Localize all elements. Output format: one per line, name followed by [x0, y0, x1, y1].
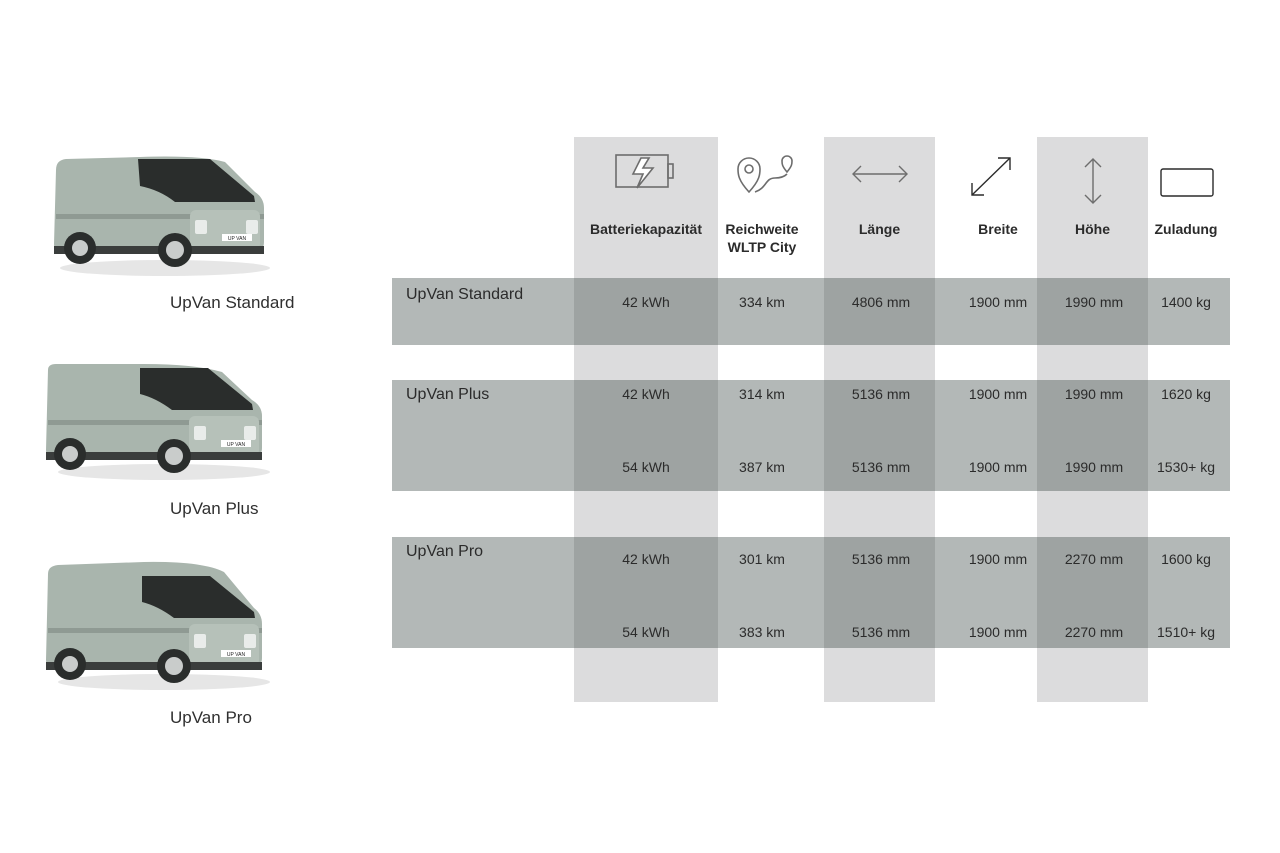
row-name-plus: UpVan Plus: [406, 386, 490, 403]
cell-battery: 54 kWh: [622, 459, 670, 475]
cell-length: 5136 mm: [851, 386, 911, 402]
row-name-pro: UpVan Pro: [406, 543, 484, 560]
cell-height: 2270 mm: [1064, 551, 1124, 567]
cell-payload: 1620 kg: [1161, 386, 1211, 402]
cell-length: 4806 mm: [851, 294, 911, 310]
cell-payload: 1510+ kg: [1157, 624, 1215, 640]
cell-range: 383 km: [739, 624, 785, 640]
cell-payload: 1530+ kg: [1157, 459, 1215, 475]
cell-range: 314 km: [739, 386, 785, 402]
cell-height: 2270 mm: [1064, 624, 1124, 640]
header-height: Höhe: [1075, 221, 1110, 237]
header-range: [718, 220, 806, 256]
van-badge: UP VAN: [227, 236, 247, 242]
cell-width: 1900 mm: [968, 386, 1028, 402]
cell-payload: 1400 kg: [1161, 294, 1211, 310]
van-image-plus: [44, 358, 272, 483]
van-label-plus: UpVan Plus: [170, 499, 259, 518]
van-label-pro: UpVan Pro: [170, 708, 252, 727]
band-intersection: [574, 278, 718, 345]
cell-length: 5136 mm: [851, 551, 911, 567]
header-battery: Batteriekapazität: [589, 221, 703, 237]
van-image-standard: [50, 150, 275, 280]
header-width: Breite: [978, 221, 1018, 237]
band-intersection: [824, 278, 935, 345]
header-length: Länge: [858, 221, 901, 237]
row-name-standard: UpVan Standard: [406, 286, 524, 303]
van-badge: UP VAN: [226, 442, 246, 448]
cell-battery: 42 kWh: [622, 551, 670, 567]
cell-length: 5136 mm: [851, 459, 911, 475]
cell-height: 1990 mm: [1064, 386, 1124, 402]
cell-length: 5136 mm: [851, 624, 911, 640]
cell-battery: 42 kWh: [622, 294, 670, 310]
cell-width: 1900 mm: [968, 551, 1028, 567]
cell-width: 1900 mm: [968, 459, 1028, 475]
battery-icon: [613, 152, 675, 192]
cell-battery: 42 kWh: [622, 386, 670, 402]
cell-width: 1900 mm: [968, 294, 1028, 310]
vertical-arrow-icon: [1082, 156, 1104, 206]
cell-height: 1990 mm: [1064, 294, 1124, 310]
cell-battery: 54 kWh: [622, 624, 670, 640]
cell-height: 1990 mm: [1064, 459, 1124, 475]
cell-payload: 1600 kg: [1161, 551, 1211, 567]
van-badge: UP VAN: [226, 652, 246, 658]
diagonal-arrow-icon: [968, 155, 1014, 199]
horizontal-arrow-icon: [850, 163, 910, 185]
cell-range: 334 km: [739, 294, 785, 310]
cell-width: 1900 mm: [968, 624, 1028, 640]
payload-box-icon: [1158, 166, 1216, 198]
header-range-line2: WLTP City: [727, 239, 797, 255]
band-intersection: [1037, 278, 1148, 345]
header-payload: Zuladung: [1154, 221, 1218, 237]
van-label-standard: UpVan Standard: [170, 293, 295, 312]
route-map-icon: [735, 152, 797, 196]
van-image-pro: [44, 558, 272, 693]
cell-range: 301 km: [739, 551, 785, 567]
cell-range: 387 km: [739, 459, 785, 475]
header-range-line1: Reichweite: [725, 221, 799, 237]
